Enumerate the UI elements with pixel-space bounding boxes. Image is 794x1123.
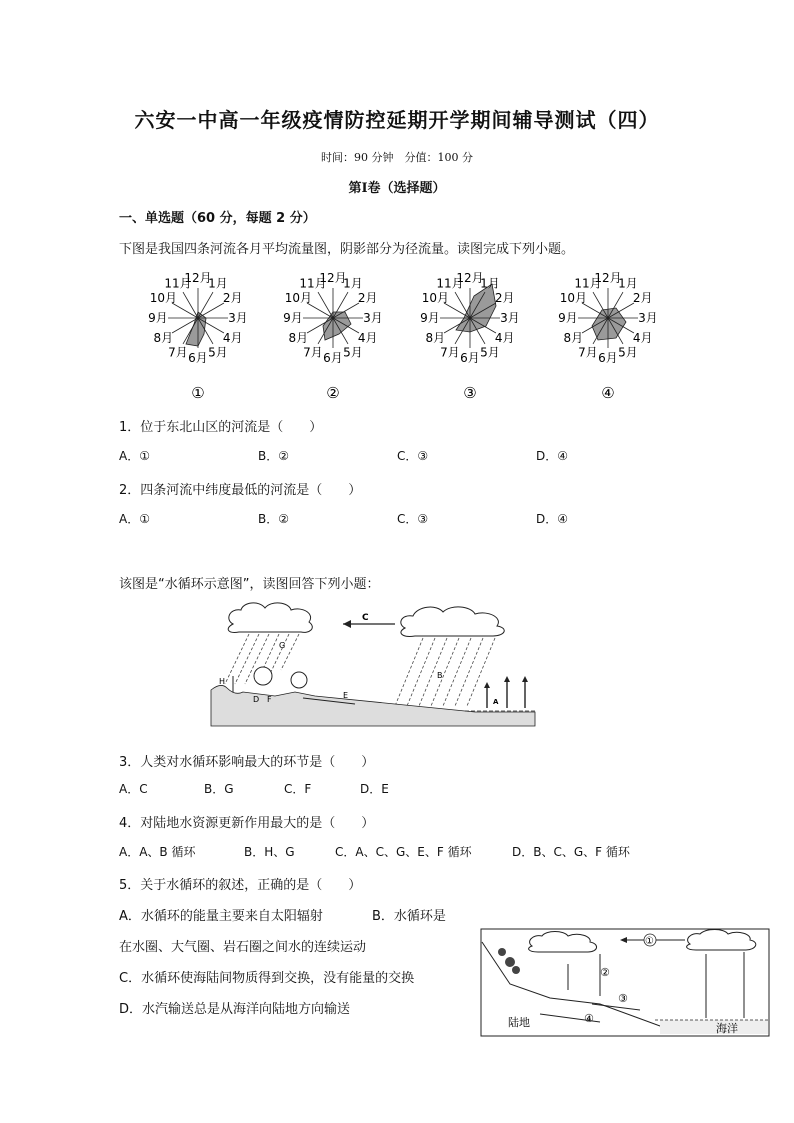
- month-label: 9月: [558, 311, 578, 325]
- month-label: 6月: [188, 351, 208, 365]
- marker-4: ④: [584, 1012, 594, 1025]
- marker-1: ①: [645, 936, 654, 947]
- option-1a[interactable]: A．①: [119, 449, 150, 463]
- month-label: 9月: [420, 311, 440, 325]
- month-label: 10月: [284, 291, 312, 305]
- option-5b[interactable]: B．水循环是: [372, 909, 446, 924]
- option-5b-continued: 在水圈、大气圈、岩石圈之间水的连续运动: [119, 940, 367, 955]
- month-label: 1月: [618, 276, 638, 291]
- option-5d[interactable]: D．水汽输送总是从海洋向陆地方向输送: [119, 1002, 351, 1017]
- question-text: 位于东北山区的河流是（ ）: [140, 420, 323, 435]
- arrow-a-heads: [484, 676, 528, 688]
- label-f: F: [267, 695, 272, 704]
- rose-chart-3: [420, 271, 520, 402]
- label-b: B: [437, 671, 443, 680]
- label-land: 陆地: [508, 1016, 530, 1029]
- month-label: 8月: [288, 331, 309, 345]
- tree: [254, 667, 272, 685]
- option-5c[interactable]: C．水循环使海陆间物质得到交换，没有能量的交换: [119, 971, 415, 986]
- month-label: 12月: [594, 271, 622, 285]
- month-label: 11月: [164, 276, 192, 291]
- month-label: 11月: [574, 276, 602, 291]
- section-heading: 一、单选题（60 分，每题 2 分）: [119, 211, 316, 226]
- exam-meta: 时间：90 分钟 分值：100 分: [321, 151, 473, 164]
- month-label: 10月: [421, 291, 449, 305]
- rain-right: [395, 638, 495, 706]
- month-label: 1月: [343, 276, 363, 291]
- cloud-left: [228, 603, 312, 632]
- month-label: 12月: [184, 271, 212, 285]
- question-number: 3．: [119, 755, 141, 770]
- part-heading: 第Ⅰ卷（选择题）: [348, 181, 446, 196]
- option-2b[interactable]: B．②: [258, 512, 289, 526]
- option-4b[interactable]: B．H、G: [244, 845, 295, 859]
- month-label: 5月: [208, 345, 228, 360]
- month-label: 5月: [343, 345, 363, 360]
- label-h: H: [219, 677, 226, 686]
- chart-label: ③: [463, 384, 477, 402]
- option-3a[interactable]: A．C: [119, 782, 148, 796]
- month-label: 2月: [632, 291, 653, 305]
- label-g: G: [279, 641, 286, 650]
- label-ocean: 海洋: [716, 1022, 738, 1035]
- label-e: E: [343, 691, 349, 700]
- option-2a[interactable]: A．①: [119, 512, 150, 526]
- month-label: 6月: [460, 351, 480, 365]
- question-2: [119, 479, 361, 498]
- month-label: 7月: [168, 345, 188, 360]
- option-1d[interactable]: D．④: [536, 449, 568, 463]
- month-label: 7月: [578, 345, 598, 360]
- question-number: 2．: [119, 483, 141, 498]
- option-3b[interactable]: B．G: [204, 782, 234, 796]
- month-label: 3月: [363, 311, 383, 325]
- intro-text-1: 下图是我国四条河流各月平均流量图，阴影部分为径流量。读图完成下列小题。: [119, 242, 575, 257]
- intro-text-2: 该图是“水循环示意图”，读图回答下列小题：: [119, 577, 380, 592]
- month-label: 3月: [638, 311, 658, 325]
- month-label: 8月: [425, 331, 446, 345]
- month-label: 7月: [303, 345, 323, 360]
- water-cycle-diagram-1: [205, 600, 545, 735]
- water-cycle-diagram-2: [480, 928, 770, 1038]
- month-label: 9月: [283, 311, 303, 325]
- option-4d[interactable]: D．B、C、G、F 循环: [512, 845, 630, 859]
- tree: [291, 672, 307, 688]
- chart-label: ②: [326, 384, 340, 402]
- option-1c[interactable]: C．③: [397, 449, 429, 463]
- ocean-area: [660, 1020, 768, 1034]
- month-label: 4月: [494, 331, 515, 345]
- month-label: 4月: [632, 331, 653, 345]
- question-text: 关于水循环的叙述，正确的是（ ）: [140, 878, 362, 893]
- arrow-c-head: [343, 620, 351, 628]
- question-text: 人类对水循环影响最大的环节是（ ）: [140, 755, 375, 770]
- month-label: 5月: [618, 345, 638, 360]
- option-2c[interactable]: C．③: [397, 512, 429, 526]
- option-5a[interactable]: A．水循环的能量主要来自太阳辐射: [119, 909, 323, 924]
- option-2d[interactable]: D．④: [536, 512, 568, 526]
- option-4c[interactable]: C．A、C、G、E、F 循环: [335, 845, 472, 859]
- month-label: 2月: [357, 291, 378, 305]
- month-label: 6月: [598, 351, 618, 365]
- month-label: 8月: [563, 331, 584, 345]
- label-d: D: [253, 695, 260, 704]
- marker-3: ③: [618, 992, 628, 1005]
- question-4: [119, 812, 374, 831]
- question-3: [119, 751, 374, 770]
- question-number: 1．: [119, 420, 141, 435]
- month-label: 1月: [480, 276, 500, 291]
- option-1b[interactable]: B．②: [258, 449, 289, 463]
- label-a: A: [493, 698, 499, 706]
- cloud-right: [401, 607, 504, 636]
- question-5: [119, 874, 361, 893]
- rose-chart-2: [283, 271, 383, 402]
- month-label: 8月: [153, 331, 174, 345]
- chart-label: ④: [601, 384, 615, 402]
- month-label: 10月: [559, 291, 587, 305]
- chart-label: ①: [191, 384, 205, 402]
- question-number: 4．: [119, 816, 141, 831]
- option-3d[interactable]: D．E: [360, 782, 389, 796]
- month-label: 11月: [299, 276, 327, 291]
- month-label: 7月: [440, 345, 460, 360]
- month-label: 6月: [323, 351, 343, 365]
- marker-2: ②: [600, 966, 610, 979]
- month-label: 2月: [494, 291, 515, 305]
- month-label: 2月: [222, 291, 243, 305]
- month-label: 10月: [149, 291, 177, 305]
- rose-chart-4: [558, 271, 658, 402]
- month-label: 4月: [222, 331, 243, 345]
- page-title: 六安一中高一年级疫情防控延期开学期间辅导测试（四）: [134, 108, 660, 132]
- option-4a[interactable]: A．A、B 循环: [119, 845, 196, 859]
- river-flow-rose-charts: [100, 262, 680, 402]
- option-3c[interactable]: C．F: [284, 782, 312, 796]
- question-1: [119, 416, 322, 435]
- rose-chart-1: [148, 271, 248, 402]
- question-text: 对陆地水资源更新作用最大的是（ ）: [140, 816, 375, 831]
- month-label: 12月: [456, 271, 484, 285]
- month-label: 1月: [208, 276, 228, 291]
- month-label: 11月: [436, 276, 464, 291]
- month-label: 9月: [148, 311, 168, 325]
- month-label: 3月: [228, 311, 248, 325]
- month-label: 12月: [319, 271, 347, 285]
- question-text: 四条河流中纬度最低的河流是（ ）: [140, 483, 362, 498]
- month-label: 3月: [500, 311, 520, 325]
- month-label: 4月: [357, 331, 378, 345]
- month-label: 5月: [480, 345, 500, 360]
- question-number: 5．: [119, 878, 141, 893]
- label-c: C: [362, 613, 369, 623]
